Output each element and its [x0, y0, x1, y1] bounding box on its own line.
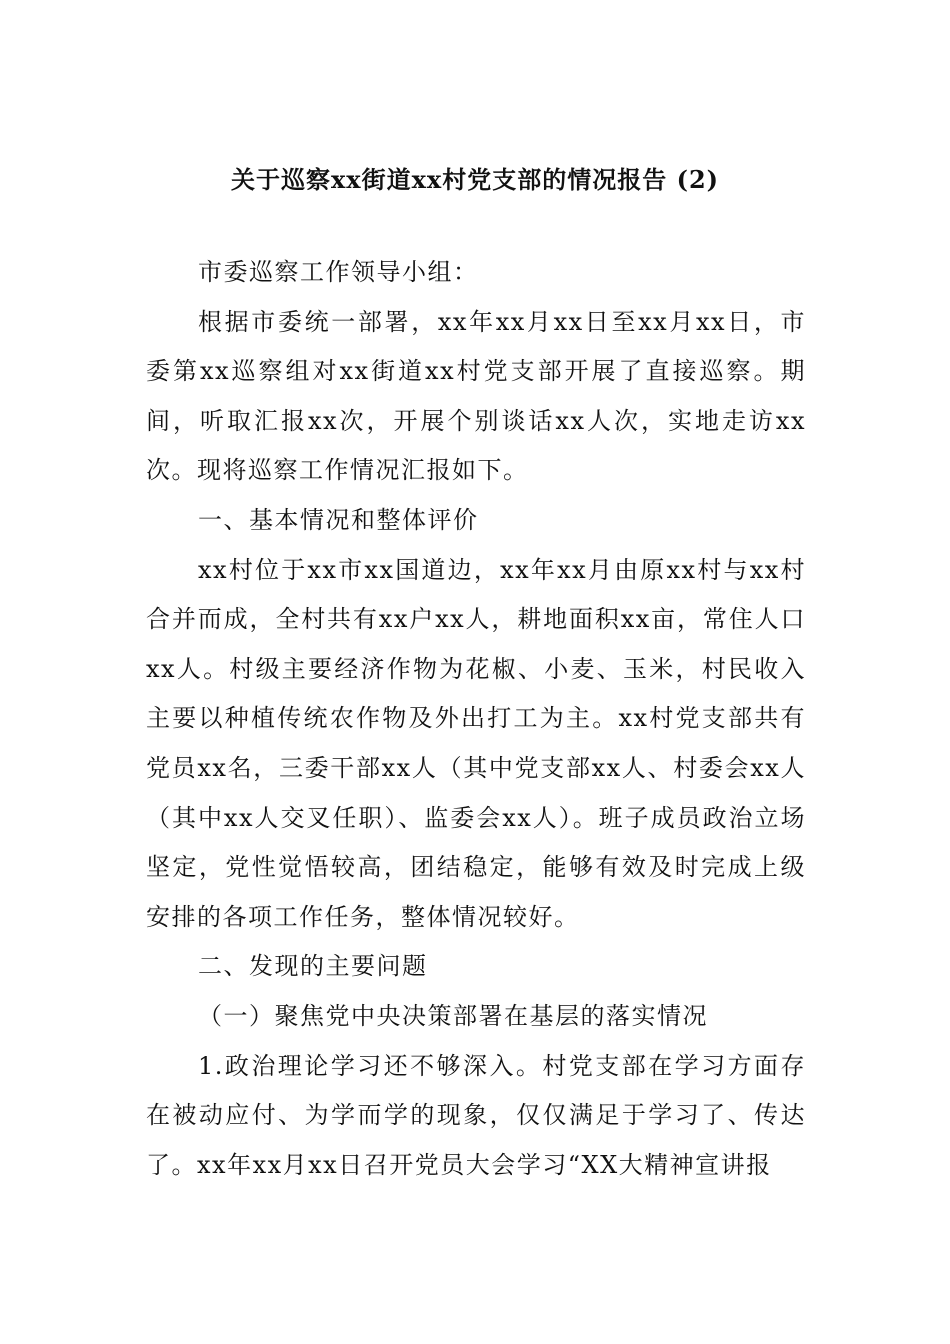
salutation-paragraph: 市委巡察工作领导小组：	[198, 258, 479, 286]
intro-paragraph: 根据市委统一部署，xx年xx月xx日至xx月xx日，市委第xx巡察组对xx街道xx村党支部开展了直接巡察。期间，听取汇报xx次，开展个别谈话xx人次，实地走访xx次。现将巡察工作情况汇报如下。	[146, 307, 806, 485]
section-heading-1: 一、基本情况和整体评价	[198, 505, 479, 534]
document-body	[146, 248, 806, 1190]
document-title: 关于巡察xx街道xx村党支部的情况报告 (2)	[231, 165, 719, 194]
basic-situation-paragraph: xx村位于xx市xx国道边，xx年xx月由原xx村与xx村合并而成，全村共有xx户xx人，耕地面积xx亩，常住人口xx人。村级主要经济作物为花椒、小麦、玉米，村民收入主要以种植传统农作物及外出打工为主。xx村党支部共有党员xx名，三委干部xx人（其中党支部xx人、村委会xx人（其中xx人交叉任职）、监委会xx人）。班子成员政治立场坚定，党性觉悟较高，团结稳定，能够有效及时完成上级安排的各项工作任务，整体情况较好。	[146, 555, 806, 931]
subsection-heading-1: （一）聚焦党中央决策部署在基层的落实情况	[198, 1001, 708, 1030]
issue-paragraph-1: 1.政治理论学习还不够深入。村党支部在学习方面存在被动应付、为学而学的现象，仅仅满足于学习了、传达了。xx年xx月xx日召开党员大会学习“XX大精神宣讲报	[146, 1051, 806, 1179]
section-heading-2: 二、发现的主要问题	[198, 952, 428, 981]
